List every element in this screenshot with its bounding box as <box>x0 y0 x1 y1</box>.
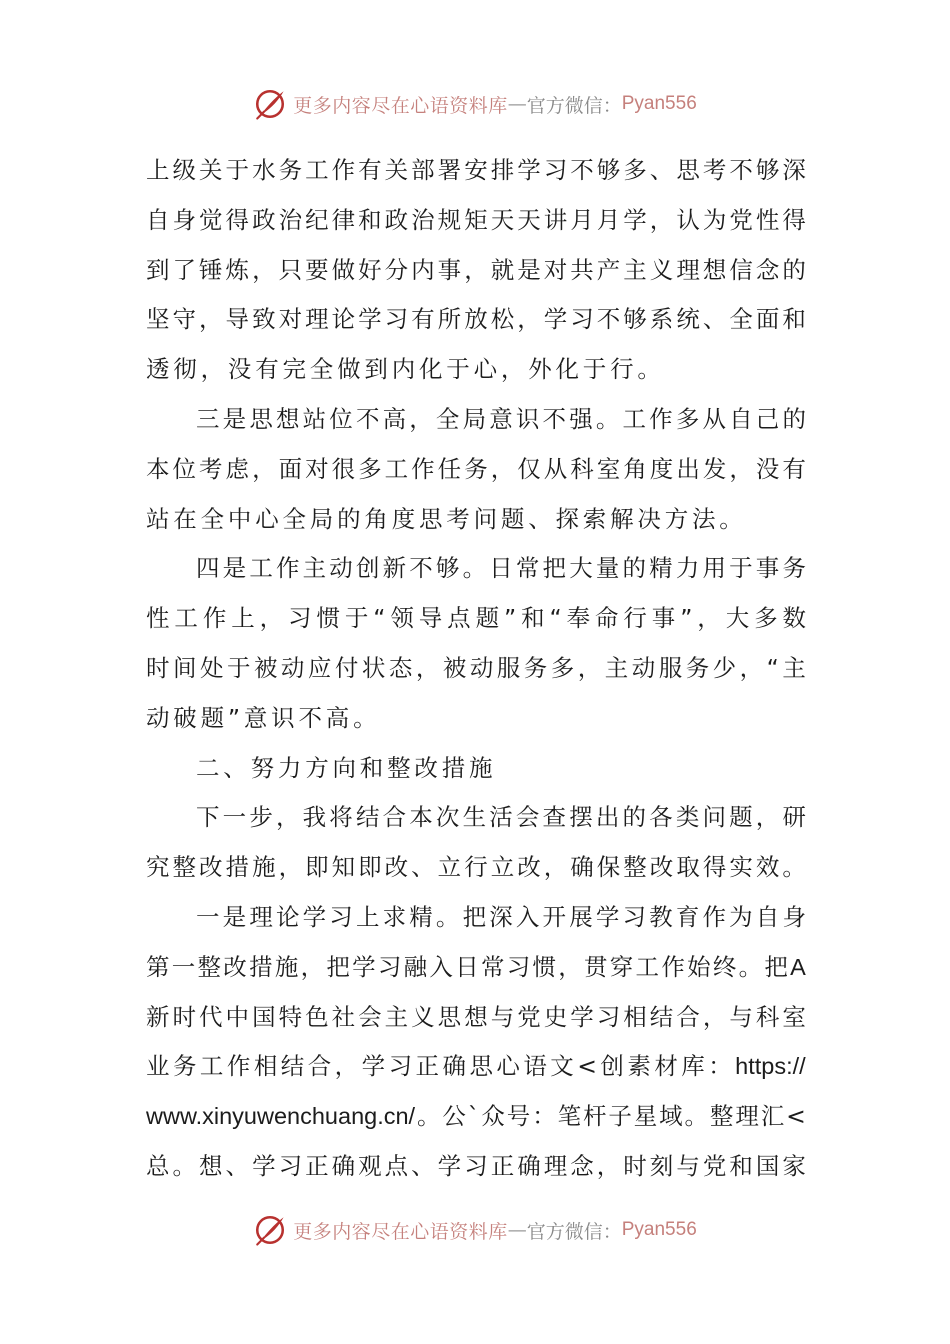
text-line: 第 一 整 改 措 施 ， 把 学 习 融 入 日 常 习 惯 ， 贯 穿 工 作 始 终 。 把 A <box>146 952 806 981</box>
footer-banner <box>0 1208 950 1252</box>
text-line: www.xinyuwenchuang.cn/ 。 公 ` 众 号 ： 笔 杆 子 星 域 。 整 理 汇 < <box>146 1102 806 1131</box>
footer-wechat-id: Pyan556 <box>621 1219 697 1240</box>
text-line: 总 。 想 、 学 习 正 确 观 点 、 学 习 正 确 理 念 ， 时 刻 与 党 和 国 家 <box>146 1151 806 1180</box>
footer-wechat-label: 官方微信： <box>526 1220 622 1243</box>
text-line: 业 务 工 作 相 结 合 ， 学 习 正 确 思 心 语 文 < 创 素 材 库 ： https:// <box>146 1052 806 1081</box>
text-line: 透彻，没有完全做到内化于心，外化于行。 <box>146 355 665 384</box>
text-line: 性 工 作 上 ， 习 惯 于 “ 领 导 点 题 ” 和 “ 奉 命 行 事 ” ， 大 多 数 <box>146 604 806 633</box>
header-banner-text: 更多内容尽在心语资料库 <box>293 94 508 117</box>
header-banner-separator: — <box>507 93 527 115</box>
text-line: 动破题”意识不高。 <box>146 703 381 732</box>
text-line: 坚 守 ， 导 致 对 理 论 学 习 有 所 放 松 ， 学 习 不 够 系 统 、 全 面 和 <box>146 305 806 334</box>
quill-pen-logo-icon <box>253 1213 287 1247</box>
text-line: 本 位 考 虑 ， 面 对 很 多 工 作 任 务 ， 仅 从 科 室 角 度 出 发 ， 没 有 <box>146 454 806 483</box>
text-line: 时 间 处 于 被 动 应 付 状 态 ， 被 动 服 务 多 ， 主 动 服 务 少 ， “ 主 <box>146 653 806 682</box>
quill-pen-logo-icon <box>253 87 287 121</box>
header-wechat-id: Pyan556 <box>621 93 697 114</box>
header-banner <box>0 82 950 126</box>
text-line: 新 时 代 中 国 特 色 社 会 主 义 思 想 与 党 史 学 习 相 结 合 ， 与 科 室 <box>146 1002 806 1031</box>
footer-banner-separator: — <box>507 1219 527 1241</box>
header-wechat-label: 官方微信： <box>526 94 622 117</box>
text-line: 站在全中心全局的角度思考问题、探索解决方法。 <box>146 504 747 533</box>
text-line: 究 整 改 措 施 ， 即 知 即 改 、 立 行 立 改 ， 确 保 整 改 取 得 实 效 。 <box>146 853 806 882</box>
footer-banner-text: 更多内容尽在心语资料库 <box>293 1220 508 1243</box>
text-line: 三 是 思 想 站 位 不 高 ， 全 局 意 识 不 强 。 工 作 多 从 自 己 的 <box>196 404 806 433</box>
text-line: 自 身 觉 得 政 治 纪 律 和 政 治 规 矩 天 天 讲 月 月 学 ， 认 为 党 性 得 <box>146 205 806 234</box>
section-heading: 二、努力方向和整改措施 <box>196 753 497 782</box>
text-line: 四 是 工 作 主 动 创 新 不 够 。 日 常 把 大 量 的 精 力 用 于 事 务 <box>196 554 806 583</box>
text-line: 到 了 锤 炼 ， 只 要 做 好 分 内 事 ， 就 是 对 共 产 主 义 理 想 信 念 的 <box>146 255 806 284</box>
text-line: 下 一 步 ， 我 将 结 合 本 次 生 活 会 查 摆 出 的 各 类 问 题 ， 研 <box>196 803 806 832</box>
body-text <box>146 146 806 1192</box>
text-line: 上 级 关 于 水 务 工 作 有 关 部 署 安 排 学 习 不 够 多 、 思 考 不 够 深 <box>146 156 806 184</box>
text-line: 一 是 理 论 学 习 上 求 精 。 把 深 入 开 展 学 习 教 育 作 为 自 身 <box>196 902 806 931</box>
